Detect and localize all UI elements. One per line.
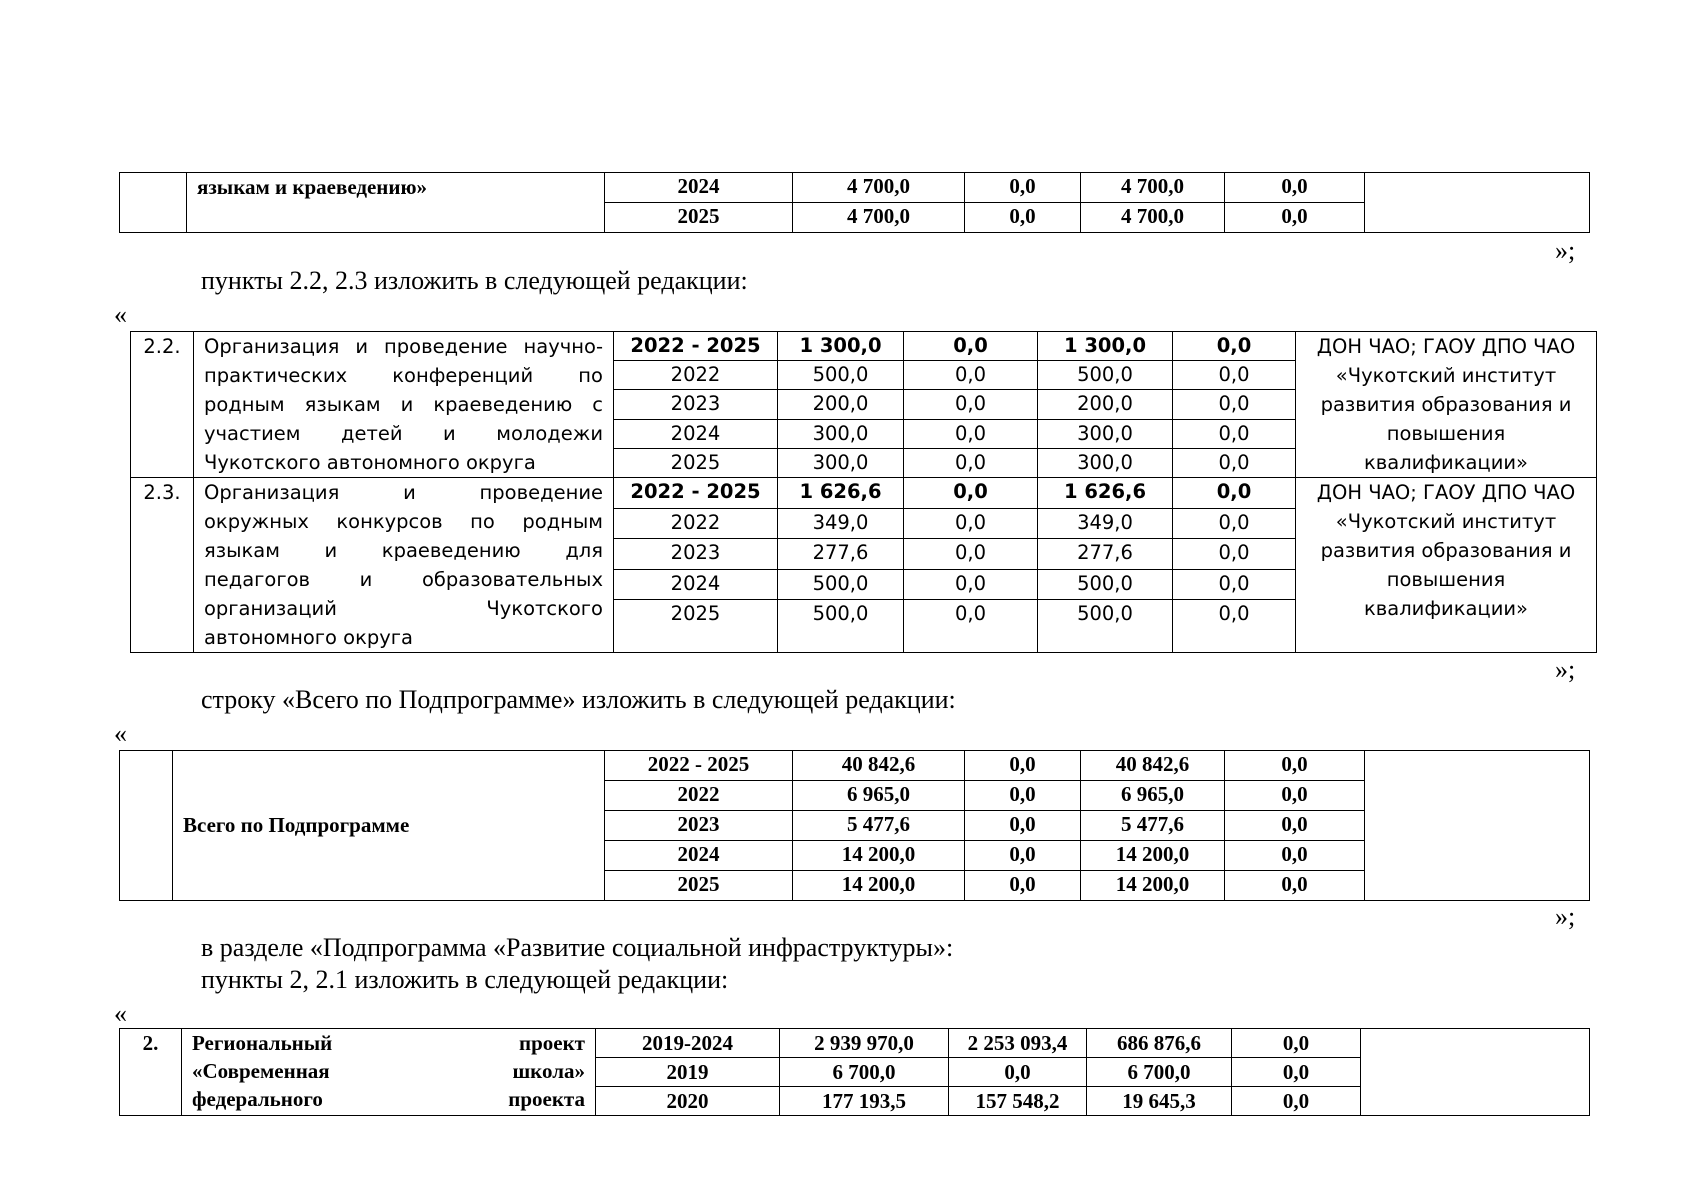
other-cell: 0,0 [1173, 390, 1296, 419]
table-continuation [119, 172, 1590, 233]
total-cell: 1 626,6 [778, 478, 904, 509]
year-cell: 2022 [614, 508, 778, 539]
regional-cell: 4 700,0 [1081, 203, 1225, 233]
total-cell: 349,0 [778, 508, 904, 539]
federal-cell: 2 253 093,4 [949, 1029, 1087, 1058]
other-cell: 0,0 [1173, 361, 1296, 390]
description-line: Организация и проведение научно- [204, 335, 603, 358]
description-line [192, 1057, 585, 1085]
other-cell: 0,0 [1225, 203, 1365, 233]
other-cell: 0,0 [1232, 1058, 1361, 1087]
regional-cell: 19 645,3 [1087, 1087, 1232, 1116]
regional-cell: 14 200,0 [1081, 841, 1225, 871]
item-number: 2.2. [131, 332, 194, 478]
executor-line: развития образования и [1320, 393, 1572, 416]
federal-cell: 0,0 [904, 390, 1038, 419]
instruction-paragraph: пункты 2, 2.1 изложить в следующей редакции: [201, 965, 729, 994]
total-cell: 300,0 [778, 419, 904, 448]
federal-cell: 0,0 [904, 569, 1038, 600]
other-cell: 0,0 [1225, 751, 1365, 781]
executor-line: «Чукотский институт [1335, 510, 1557, 533]
total-cell: 300,0 [778, 448, 904, 477]
federal-cell: 0,0 [904, 600, 1038, 653]
regional-cell: 6 700,0 [1087, 1058, 1232, 1087]
other-cell: 0,0 [1232, 1087, 1361, 1116]
regional-cell: 349,0 [1038, 508, 1173, 539]
regional-cell: 5 477,6 [1081, 811, 1225, 841]
year-cell: 2023 [614, 539, 778, 570]
total-cell: 14 200,0 [793, 841, 965, 871]
instruction-paragraph: строку «Всего по Подпрограмме» изложить в следующей редакции: [201, 685, 956, 714]
open-quote: « [114, 300, 127, 329]
total-cell: 40 842,6 [793, 751, 965, 781]
regional-cell: 686 876,6 [1087, 1029, 1232, 1058]
year-cell: 2023 [605, 811, 793, 841]
description-word: школа» [512, 1059, 585, 1083]
table-items-2-2-2-3 [130, 331, 1597, 653]
executor-line: повышения [1386, 422, 1506, 445]
executor-line: квалификации» [1364, 451, 1528, 474]
close-quote: »; [1555, 236, 1576, 265]
regional-cell: 300,0 [1038, 448, 1173, 477]
year-cell: 2024 [614, 419, 778, 448]
executor-line: квалификации» [1364, 597, 1528, 620]
description-line: педагогов и образовательных [204, 568, 603, 591]
open-quote: « [114, 999, 127, 1028]
federal-cell: 0,0 [904, 539, 1038, 570]
item-description [194, 332, 614, 478]
federal-cell: 0,0 [965, 781, 1081, 811]
table-row [131, 478, 1597, 509]
description-word: федерального [192, 1087, 323, 1111]
year-cell: 2024 [614, 569, 778, 600]
description-line [192, 1029, 585, 1057]
total-cell: 2 939 970,0 [780, 1029, 949, 1058]
year-cell: 2024 [605, 173, 793, 203]
close-quote: »; [1555, 902, 1576, 931]
other-cell: 0,0 [1225, 841, 1365, 871]
table-row [120, 1029, 1590, 1058]
description-line: окружных конкурсов по родным [204, 510, 603, 533]
executor-cell [1365, 173, 1590, 233]
regional-cell: 6 965,0 [1081, 781, 1225, 811]
description-word: «Современная [192, 1059, 330, 1083]
description-line: практических конференций по [204, 364, 603, 387]
year-cell: 2022 [605, 781, 793, 811]
total-label-cell [173, 751, 605, 901]
description-text: языкам и краеведению» [197, 175, 428, 199]
close-quote: »; [1555, 655, 1576, 684]
regional-cell: 14 200,0 [1081, 871, 1225, 901]
description-line: участием детей и молодежи [204, 422, 603, 445]
other-cell: 0,0 [1225, 781, 1365, 811]
year-cell: 2025 [614, 448, 778, 477]
regional-cell: 4 700,0 [1081, 173, 1225, 203]
year-cell: 2020 [596, 1087, 780, 1116]
total-cell: 177 193,5 [780, 1087, 949, 1116]
federal-cell: 0,0 [965, 203, 1081, 233]
other-cell: 0,0 [1173, 539, 1296, 570]
regional-cell: 200,0 [1038, 390, 1173, 419]
description-word: Региональный [192, 1031, 333, 1055]
other-cell: 0,0 [1173, 600, 1296, 653]
description-line: родным языкам и краеведению с [204, 393, 603, 416]
other-cell: 0,0 [1173, 478, 1296, 509]
item-number: 2.3. [131, 478, 194, 653]
description-line: автономного округа [204, 626, 413, 649]
table-row [120, 751, 1590, 781]
regional-cell: 500,0 [1038, 600, 1173, 653]
executor-line: ДОН ЧАО; ГАОУ ДПО ЧАО [1316, 481, 1576, 504]
regional-cell: 300,0 [1038, 419, 1173, 448]
other-cell: 0,0 [1232, 1029, 1361, 1058]
year-cell: 2025 [614, 600, 778, 653]
year-cell: 2025 [605, 203, 793, 233]
federal-cell: 0,0 [965, 811, 1081, 841]
federal-cell: 157 548,2 [949, 1087, 1087, 1116]
num-cell [120, 173, 187, 233]
year-cell: 2019-2024 [596, 1029, 780, 1058]
description-line: организаций Чукотского [204, 597, 603, 620]
regional-cell: 500,0 [1038, 361, 1173, 390]
regional-cell: 277,6 [1038, 539, 1173, 570]
total-cell: 5 477,6 [793, 811, 965, 841]
total-cell: 200,0 [778, 390, 904, 419]
other-cell: 0,0 [1173, 508, 1296, 539]
federal-cell: 0,0 [965, 841, 1081, 871]
other-cell: 0,0 [1173, 332, 1296, 361]
description-line [192, 1085, 585, 1113]
executor-cell [1296, 478, 1597, 653]
open-quote: « [114, 719, 127, 748]
total-label: Всего по Подпрограмме [183, 813, 410, 837]
description-line: Чукотского автономного округа [204, 451, 536, 474]
federal-cell: 0,0 [904, 419, 1038, 448]
total-cell: 500,0 [778, 600, 904, 653]
other-cell: 0,0 [1173, 448, 1296, 477]
federal-cell: 0,0 [904, 478, 1038, 509]
regional-cell: 1 300,0 [1038, 332, 1173, 361]
year-cell: 2022 [614, 361, 778, 390]
total-cell: 6 965,0 [793, 781, 965, 811]
item-number: 2. [120, 1029, 182, 1116]
executor-line: развития образования и [1320, 539, 1572, 562]
total-cell: 6 700,0 [780, 1058, 949, 1087]
regional-cell: 40 842,6 [1081, 751, 1225, 781]
executor-cell [1296, 332, 1597, 478]
table-total [119, 750, 1590, 901]
federal-cell: 0,0 [965, 173, 1081, 203]
year-cell: 2024 [605, 841, 793, 871]
federal-cell: 0,0 [904, 361, 1038, 390]
federal-cell: 0,0 [965, 871, 1081, 901]
executor-line: повышения [1386, 568, 1506, 591]
year-cell: 2022 - 2025 [614, 332, 778, 361]
regional-cell: 1 626,6 [1038, 478, 1173, 509]
executor-line: «Чукотский институт [1335, 364, 1557, 387]
instruction-paragraph: пункты 2.2, 2.3 изложить в следующей редакции: [201, 266, 748, 295]
other-cell: 0,0 [1173, 569, 1296, 600]
total-cell: 1 300,0 [778, 332, 904, 361]
description-word: проекта [508, 1087, 585, 1111]
total-cell: 500,0 [778, 361, 904, 390]
total-cell: 277,6 [778, 539, 904, 570]
description-line: языкам и краеведению для [204, 539, 603, 562]
regional-cell: 500,0 [1038, 569, 1173, 600]
other-cell: 0,0 [1225, 811, 1365, 841]
total-cell: 4 700,0 [793, 173, 965, 203]
table-item-2 [119, 1028, 1590, 1116]
other-cell: 0,0 [1173, 419, 1296, 448]
other-cell: 0,0 [1225, 871, 1365, 901]
year-cell: 2019 [596, 1058, 780, 1087]
description-cell [187, 173, 605, 233]
total-cell: 500,0 [778, 569, 904, 600]
total-cell: 4 700,0 [793, 203, 965, 233]
federal-cell: 0,0 [904, 332, 1038, 361]
other-cell: 0,0 [1225, 173, 1365, 203]
year-cell: 2022 - 2025 [605, 751, 793, 781]
num-cell [120, 751, 173, 901]
table-row [131, 332, 1597, 361]
executor-cell [1361, 1029, 1590, 1116]
section-paragraph: в разделе «Подпрограмма «Развитие социальной инфраструктуры»: [201, 933, 954, 962]
executor-line: ДОН ЧАО; ГАОУ ДПО ЧАО [1316, 335, 1576, 358]
year-cell: 2023 [614, 390, 778, 419]
item-description [194, 478, 614, 653]
item-description [182, 1029, 596, 1116]
description-word: проект [518, 1031, 585, 1055]
federal-cell: 0,0 [904, 448, 1038, 477]
executor-cell [1365, 751, 1590, 901]
description-line: Организация и проведение [204, 481, 603, 504]
total-cell: 14 200,0 [793, 871, 965, 901]
federal-cell: 0,0 [965, 751, 1081, 781]
year-cell: 2025 [605, 871, 793, 901]
federal-cell: 0,0 [904, 508, 1038, 539]
federal-cell: 0,0 [949, 1058, 1087, 1087]
year-cell: 2022 - 2025 [614, 478, 778, 509]
